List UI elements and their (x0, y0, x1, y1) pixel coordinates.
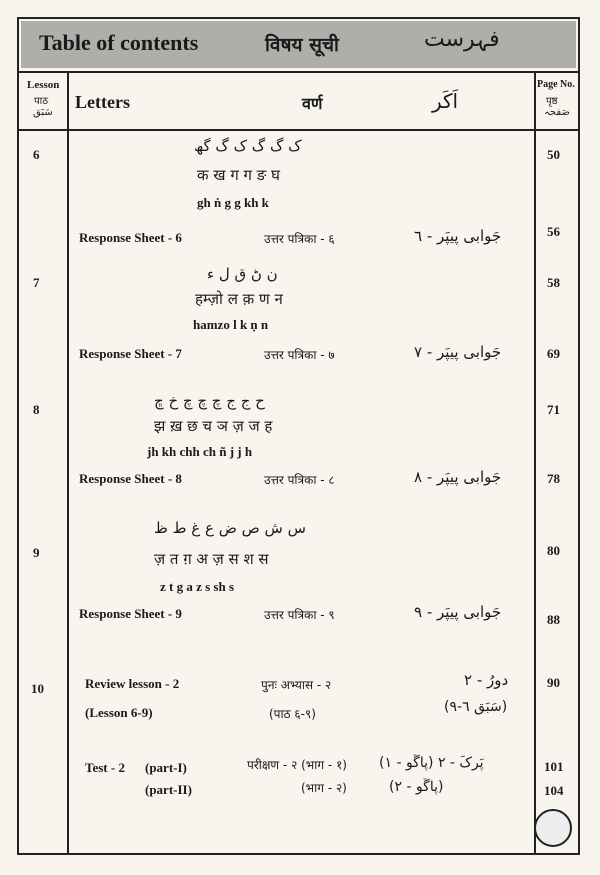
test-2-part-2: (part-II) (145, 782, 192, 797)
lesson-7-number: 7 (33, 275, 40, 290)
letters-header-urdu: اَکَر (432, 89, 459, 113)
lesson-10-number: 10 (31, 681, 44, 696)
test-2-part-1-page: 101 (544, 759, 564, 774)
lesson-6-number: 6 (33, 147, 40, 162)
page-title-english: Table of contents (39, 30, 199, 55)
page-corner-circle (534, 809, 572, 847)
response-sheet-6-english: Response Sheet - 6 (79, 230, 182, 245)
page-header-urdu: صَفحہ (544, 107, 570, 118)
review-lesson-urdu: دورُ - ٢ (464, 671, 509, 689)
response-sheet-7-english: Response Sheet - 7 (79, 346, 182, 361)
lesson-header-urdu: سَبَق (33, 107, 53, 118)
lesson-header-hindi: पाठ (34, 96, 49, 107)
response-sheet-9-urdu: جَوابی پیپَر - ٩ (414, 603, 502, 621)
lesson-7-hindi-letters: हम्ज़ो ल क़ ण न (195, 290, 283, 308)
lesson-header-english: Lesson (27, 79, 60, 91)
lesson-9-transliteration: z t g a z s sh s (160, 579, 235, 594)
lesson-6-page: 50 (547, 147, 560, 162)
response-sheet-6-hindi: उत्तर पत्रिका - ६ (264, 232, 335, 246)
page-header-hindi: पृष्ठ (546, 96, 558, 107)
response-sheet-7-page: 69 (547, 346, 560, 361)
response-sheet-9-hindi: उत्तर पत्रिका - ९ (264, 608, 335, 622)
lesson-9-number: 9 (33, 545, 40, 560)
lesson-8-page: 71 (547, 402, 560, 417)
test-2-part-2-page: 104 (544, 783, 564, 798)
lesson-8-hindi-letters: झ ख़ छ च ञ ज़ ज ह (154, 417, 273, 435)
lesson-8-urdu-letters: ح ج ج چ چ چ خ ڇ (154, 392, 265, 410)
page-title-urdu: فہرست (424, 27, 500, 52)
toc-frame (17, 17, 580, 855)
letters-header-hindi: वर्ण (302, 94, 323, 113)
response-sheet-8-urdu: جَوابی پیپَر - ٨ (414, 468, 502, 486)
lesson-8-number: 8 (33, 402, 40, 417)
page-header-english: Page No. (537, 79, 575, 90)
test-2-english: Test - 2 (85, 760, 125, 775)
review-lesson-range-urdu: (سَبَق ٦-٩) (444, 699, 508, 715)
test-2-hindi: परीक्षण - २ (भाग - १) (247, 758, 347, 772)
lesson-7-page: 58 (547, 275, 560, 290)
lesson-7-transliteration: hamzo l k ṇ n (193, 317, 269, 332)
header-divider (19, 71, 578, 73)
test-2-urdu: پَرکَ - ٢ (پاڱو - ١) (379, 755, 484, 771)
review-lesson-page: 90 (547, 675, 560, 690)
lesson-7-urdu-letters: ن ڻ ق ل ء (207, 265, 278, 283)
response-sheet-6-urdu: جَوابی پیپَر - ٦ (414, 227, 502, 245)
review-lesson-hindi: पुनः अभ्यास - २ (261, 678, 332, 692)
page-title-hindi: विषय सूची (265, 34, 339, 56)
response-sheet-8-hindi: उत्तर पत्रिका - ८ (264, 473, 335, 487)
response-sheet-6-page: 56 (547, 224, 560, 239)
letters-header-english: Letters (75, 92, 130, 112)
lesson-8-transliteration: jh kh chh ch ñ j j h (147, 444, 253, 459)
lesson-9-urdu-letters: س ش ص ض ع غ ط ظ (154, 519, 306, 537)
response-sheet-7-urdu: جَوابی پیپَر - ٧ (414, 343, 502, 361)
review-lesson-range-english: (Lesson 6-9) (85, 705, 153, 720)
review-lesson-english: Review lesson - 2 (85, 676, 180, 691)
page-column-border (534, 71, 536, 853)
response-sheet-9-page: 88 (547, 612, 560, 627)
response-sheet-8-page: 78 (547, 471, 560, 486)
test-2-part-2-urdu: (پاڱو - ٢) (389, 779, 444, 795)
column-header-divider (19, 129, 578, 131)
response-sheet-7-hindi: उत्तर पत्रिका - ७ (264, 348, 335, 362)
response-sheet-8-english: Response Sheet - 8 (79, 471, 182, 486)
lesson-9-page: 80 (547, 543, 560, 558)
test-2-part-1: (part-I) (145, 760, 187, 775)
lesson-column-border (67, 71, 69, 853)
lesson-9-hindi-letters: ज़ त ग़ अ ज़ स श स (154, 550, 269, 568)
lesson-6-hindi-letters: क ख ग ग ङ घ (197, 166, 280, 184)
response-sheet-9-english: Response Sheet - 9 (79, 606, 182, 621)
lesson-6-urdu-letters: ک گ گ ک گ گھ (194, 137, 302, 155)
review-lesson-range-hindi: (पाठ ६-९) (269, 707, 316, 721)
lesson-6-transliteration: gh ṅ g g kh k (197, 195, 269, 210)
test-2-part-2-hindi: (भाग - २) (301, 781, 347, 795)
